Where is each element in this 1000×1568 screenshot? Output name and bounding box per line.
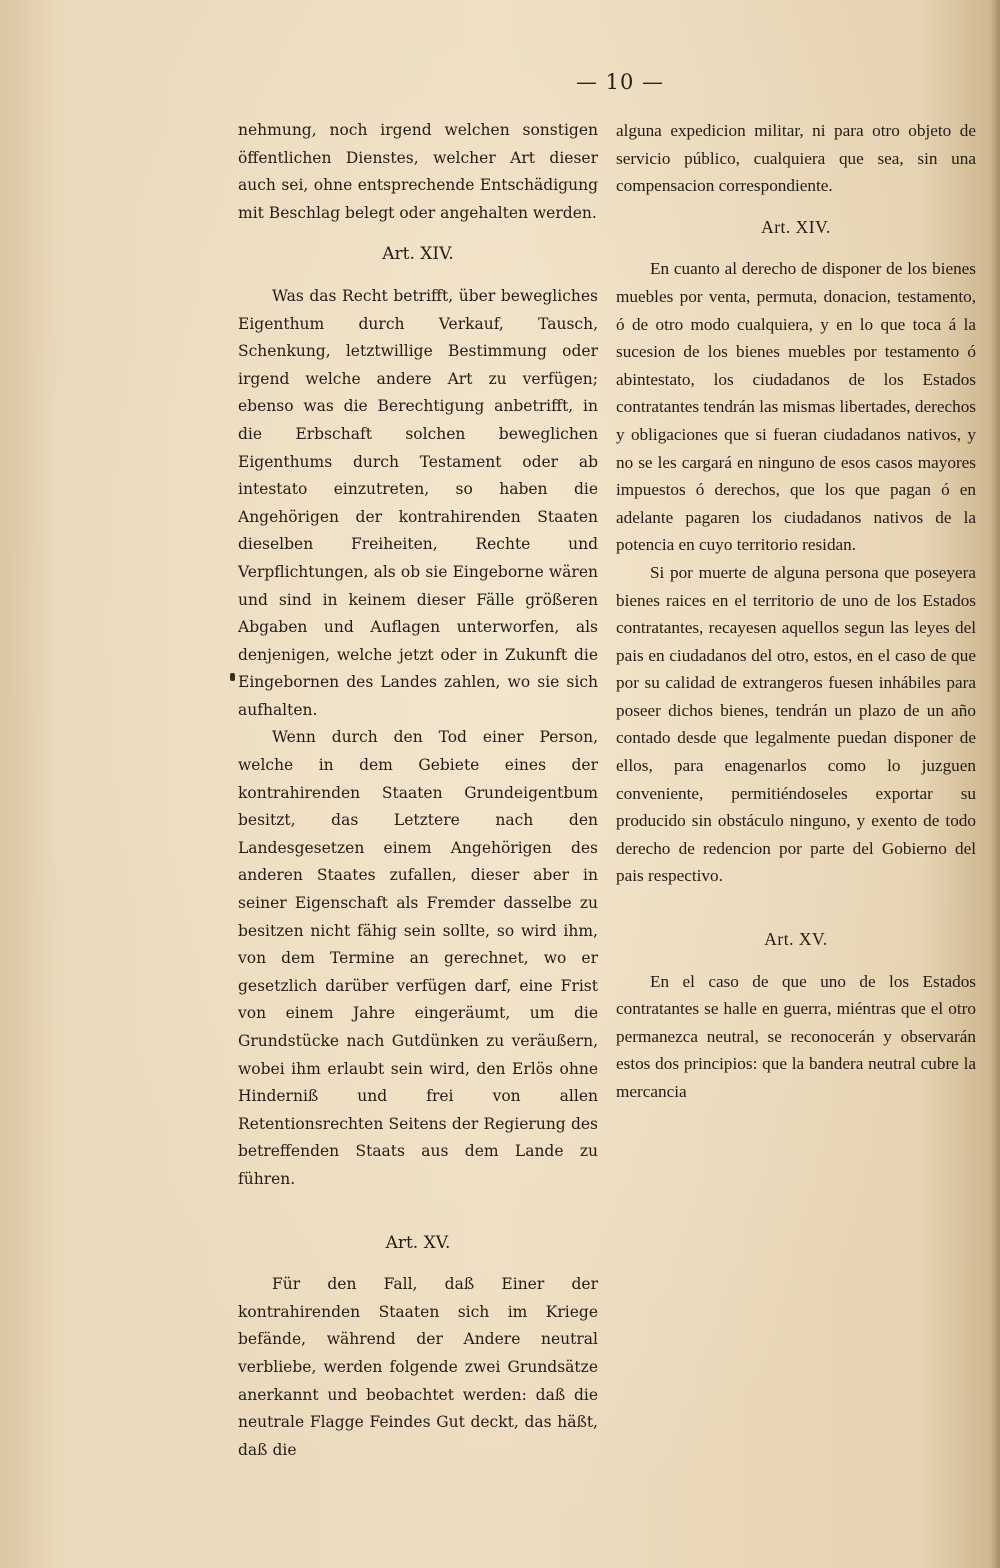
- german-column: [238, 117, 598, 1464]
- german-art-14-paragraph-1: Was das Recht betrifft, über bewegliches Eigenthum durch Verkauf, Tausch, Schenkung, letztwillige Bestimmung oder irgend welche andere Art zu verfügen; ebenso was die Berechtigung anbetrifft, in die Erbschaft solchen beweglichen Eigenthums durch Testament oder ab intestato einzutreten, so haben die Angehörigen der kontrahirenden Staaten dieselben Freiheiten, Rechte und Verpflichtungen, als ob sie Eingeborne wären und sind in keinem dieser Fälle größeren Abgaben und Auflagen unterworfen, als denjenigen, welche jetzt oder in Zukunft die Eingebornen des Landes zahlen, wo sie sich aufhalten.: [238, 286, 598, 719]
- spanish-intro-paragraph: alguna expedicion militar, ni para otro objeto de servicio público, cualquiera que sea, sin una compensacion correspondiente.: [616, 121, 976, 196]
- german-art-15-heading: Art. XV.: [385, 1232, 451, 1253]
- german-intro-paragraph: nehmung, noch irgend welchen sonstigen öffentlichen Dienstes, welcher Art dieser auch sei, ohne entsprechende Entschädigung mit Beschlag belegt oder angehalten werden.: [238, 121, 598, 222]
- spanish-art-15-paragraph-1: En el caso de que uno de los Estados contratantes se halle en guerra, miéntras que el otro permanezca neutral, se reconocerán y observarán estos dos principios: que la bandera neutral cubre la mercancia: [616, 971, 976, 1101]
- margin-mark: [230, 673, 235, 681]
- german-art-14-heading: Art. XIV.: [382, 244, 454, 265]
- spanish-art-15-heading: Art. XV.: [764, 929, 828, 950]
- german-art-14-paragraph-2: Wenn durch den Tod einer Person, welche in dem Gebiete eines der kontrahirenden Staaten Grundeigentbum besitzt, das Letztere nach den Landesgesetzen einem Angehörigen des anderen Staates zufallen, dieser aber in seiner Eigenschaft als Fremder dasselbe zu besitzen nicht fähig sein sollte, so wird ihm, von dem Termine an gerechnet, wo er gesetzlich darüber verfügen darf, eine Frist von einem Jahre eingeräumt, um die Grundstücke nach Gutdünken zu veräußern, wobei ihm erlaubt sein wird, den Erlös ohne Hinderniß und frei von allen Retentionsrechten Seitens der Regierung des betreffenden Staats aus dem Lande zu führen.: [238, 728, 598, 1188]
- spanish-art-14-paragraph-1: En cuanto al derecho de disponer de los bienes muebles por venta, permuta, donacion, testamento, ó de otro modo cualquiera, y en lo que toca á la sucesion de los bienes muebles por testamento ó abintestato, los ciudadanos de los Estados contratantes tendrán las mismas libertades, derechos y obligaciones que si fueran ciudadanos nativos, y no se les cargará en ninguno de esos casos mayores impuestos ó derechos, que los que pagan ó en adelante pagaren los ciudadanos nativos de la potencia en cuyo territorio residan.: [616, 259, 976, 555]
- page-edge-shadow: [990, 0, 1000, 1568]
- spanish-art-14-paragraph-2: Si por muerte de alguna persona que poseyera bienes raices en el territorio de uno de los Estados contratantes, recayesen aquellos segun las leyes del pais en ciudadanos del otro, estos, en el caso de que por su calidad de extrangeros fuesen inhábiles para poseer dichos bienes, tendrán un plazo de un año contado desde que legalmente puedan disponer de ellos, para enagenarlos como lo juzguen conveniente, permitiéndoseles exportar su producido sin obstáculo ninguno, y exento de todo derecho de redencion por parte del Gobierno del pais respectivo.: [616, 562, 976, 886]
- german-art-15-paragraph-1: Für den Fall, daß Einer der kontrahirenden Staaten sich im Kriege befände, während der Andere neutral verbliebe, werden folgende zwei Grundsätze anerkannt und beobachtet werden: daß die neutrale Flagge Feindes Gut deckt, das häßt, daß die: [238, 1275, 598, 1459]
- spanish-column: [616, 117, 976, 1106]
- spanish-art-14-heading: Art. XIV.: [761, 216, 831, 237]
- page-number: — 10 —: [575, 70, 665, 94]
